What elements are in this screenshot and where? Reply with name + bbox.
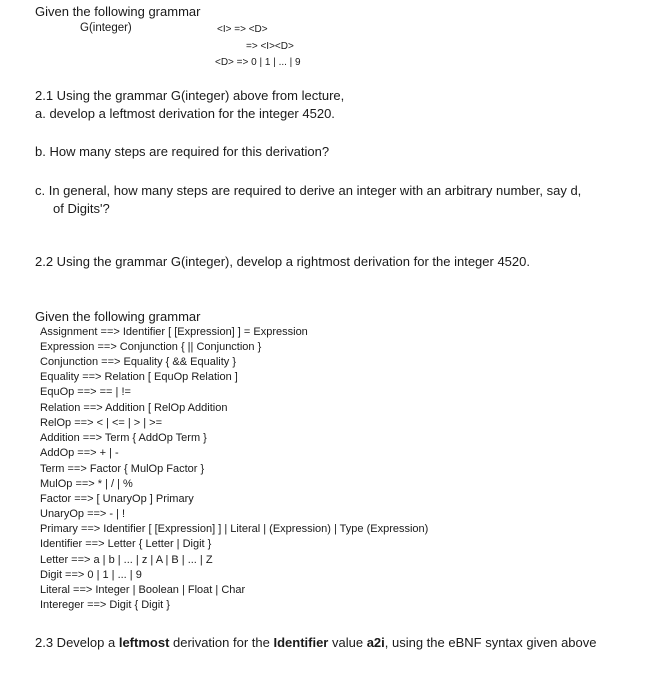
ebnf-rule: MulOp ==> * | / | %: [40, 478, 133, 490]
grammar-heading-1: Given the following grammar: [35, 4, 201, 19]
grammar-rule: <D> => 0 | 1 | ... | 9: [215, 57, 301, 68]
question-2-1-c-line2: of Digits'?: [53, 201, 110, 216]
ebnf-rule: Expression ==> Conjunction { || Conjunction }: [40, 341, 262, 353]
ebnf-rule: Letter ==> a | b | ... | z | A | B | ... | Z: [40, 554, 213, 566]
question-2-3: [35, 635, 597, 650]
ebnf-rule: Primary ==> Identifier [ [Expression] ] | Literal | (Expression) | Type (Expression): [40, 523, 429, 535]
ebnf-rule: Equality ==> Relation [ EquOp Relation ]: [40, 371, 238, 383]
ebnf-rule: Assignment ==> Identifier [ [Expression] ] = Expression: [40, 326, 308, 338]
grammar-rule: => <I><D>: [246, 41, 294, 52]
question-2-3-suffix: , using the eBNF syntax given above: [384, 635, 597, 650]
question-2-1-b: b. How many steps are required for this derivation?: [35, 144, 330, 159]
ebnf-rule: Identifier ==> Letter { Letter | Digit }: [40, 538, 212, 550]
question-2-1-intro: 2.1 Using the grammar G(integer) above from lecture,: [35, 88, 345, 103]
grammar-name: G(integer): [80, 22, 132, 34]
ebnf-rule: UnaryOp ==> - | !: [40, 508, 126, 520]
ebnf-rule: Term ==> Factor { MulOp Factor }: [40, 463, 205, 475]
question-2-3-mid1: derivation for the: [169, 635, 274, 650]
grammar-rule: <I> => <D>: [217, 24, 268, 35]
question-2-1-a: a. develop a leftmost derivation for the integer 4520.: [35, 106, 335, 121]
question-2-1-c-line1: c. In general, how many steps are required to derive an integer with an arbitrary number, say d,: [35, 183, 582, 198]
question-2-3-mid2: value: [328, 635, 367, 650]
question-2-3-bold-leftmost: leftmost: [118, 635, 170, 650]
ebnf-rule: Relation ==> Addition [ RelOp Addition: [40, 402, 228, 414]
ebnf-rule: Conjunction ==> Equality { && Equality }: [40, 356, 236, 368]
ebnf-rule: RelOp ==> < | <= | > | >=: [40, 417, 163, 429]
ebnf-rule: Addition ==> Term { AddOp Term }: [40, 432, 207, 444]
ebnf-rule: Literal ==> Integer | Boolean | Float | Char: [40, 584, 246, 596]
question-2-2: 2.2 Using the grammar G(integer), develop a rightmost derivation for the integer 4520.: [35, 254, 530, 269]
question-2-3-bold-value: a2i: [366, 635, 385, 650]
question-2-3-bold-identifier: Identifier: [273, 635, 329, 650]
ebnf-rule: AddOp ==> + | -: [40, 447, 119, 459]
question-2-3-prefix: 2.3 Develop a: [35, 635, 119, 650]
ebnf-rule: Digit ==> 0 | 1 | ... | 9: [40, 569, 142, 581]
grammar-heading-2: Given the following grammar: [35, 309, 201, 324]
ebnf-rule: EquOp ==> == | !=: [40, 386, 131, 398]
ebnf-rule: Intereger ==> Digit { Digit }: [40, 599, 170, 611]
ebnf-rule: Factor ==> [ UnaryOp ] Primary: [40, 493, 194, 505]
